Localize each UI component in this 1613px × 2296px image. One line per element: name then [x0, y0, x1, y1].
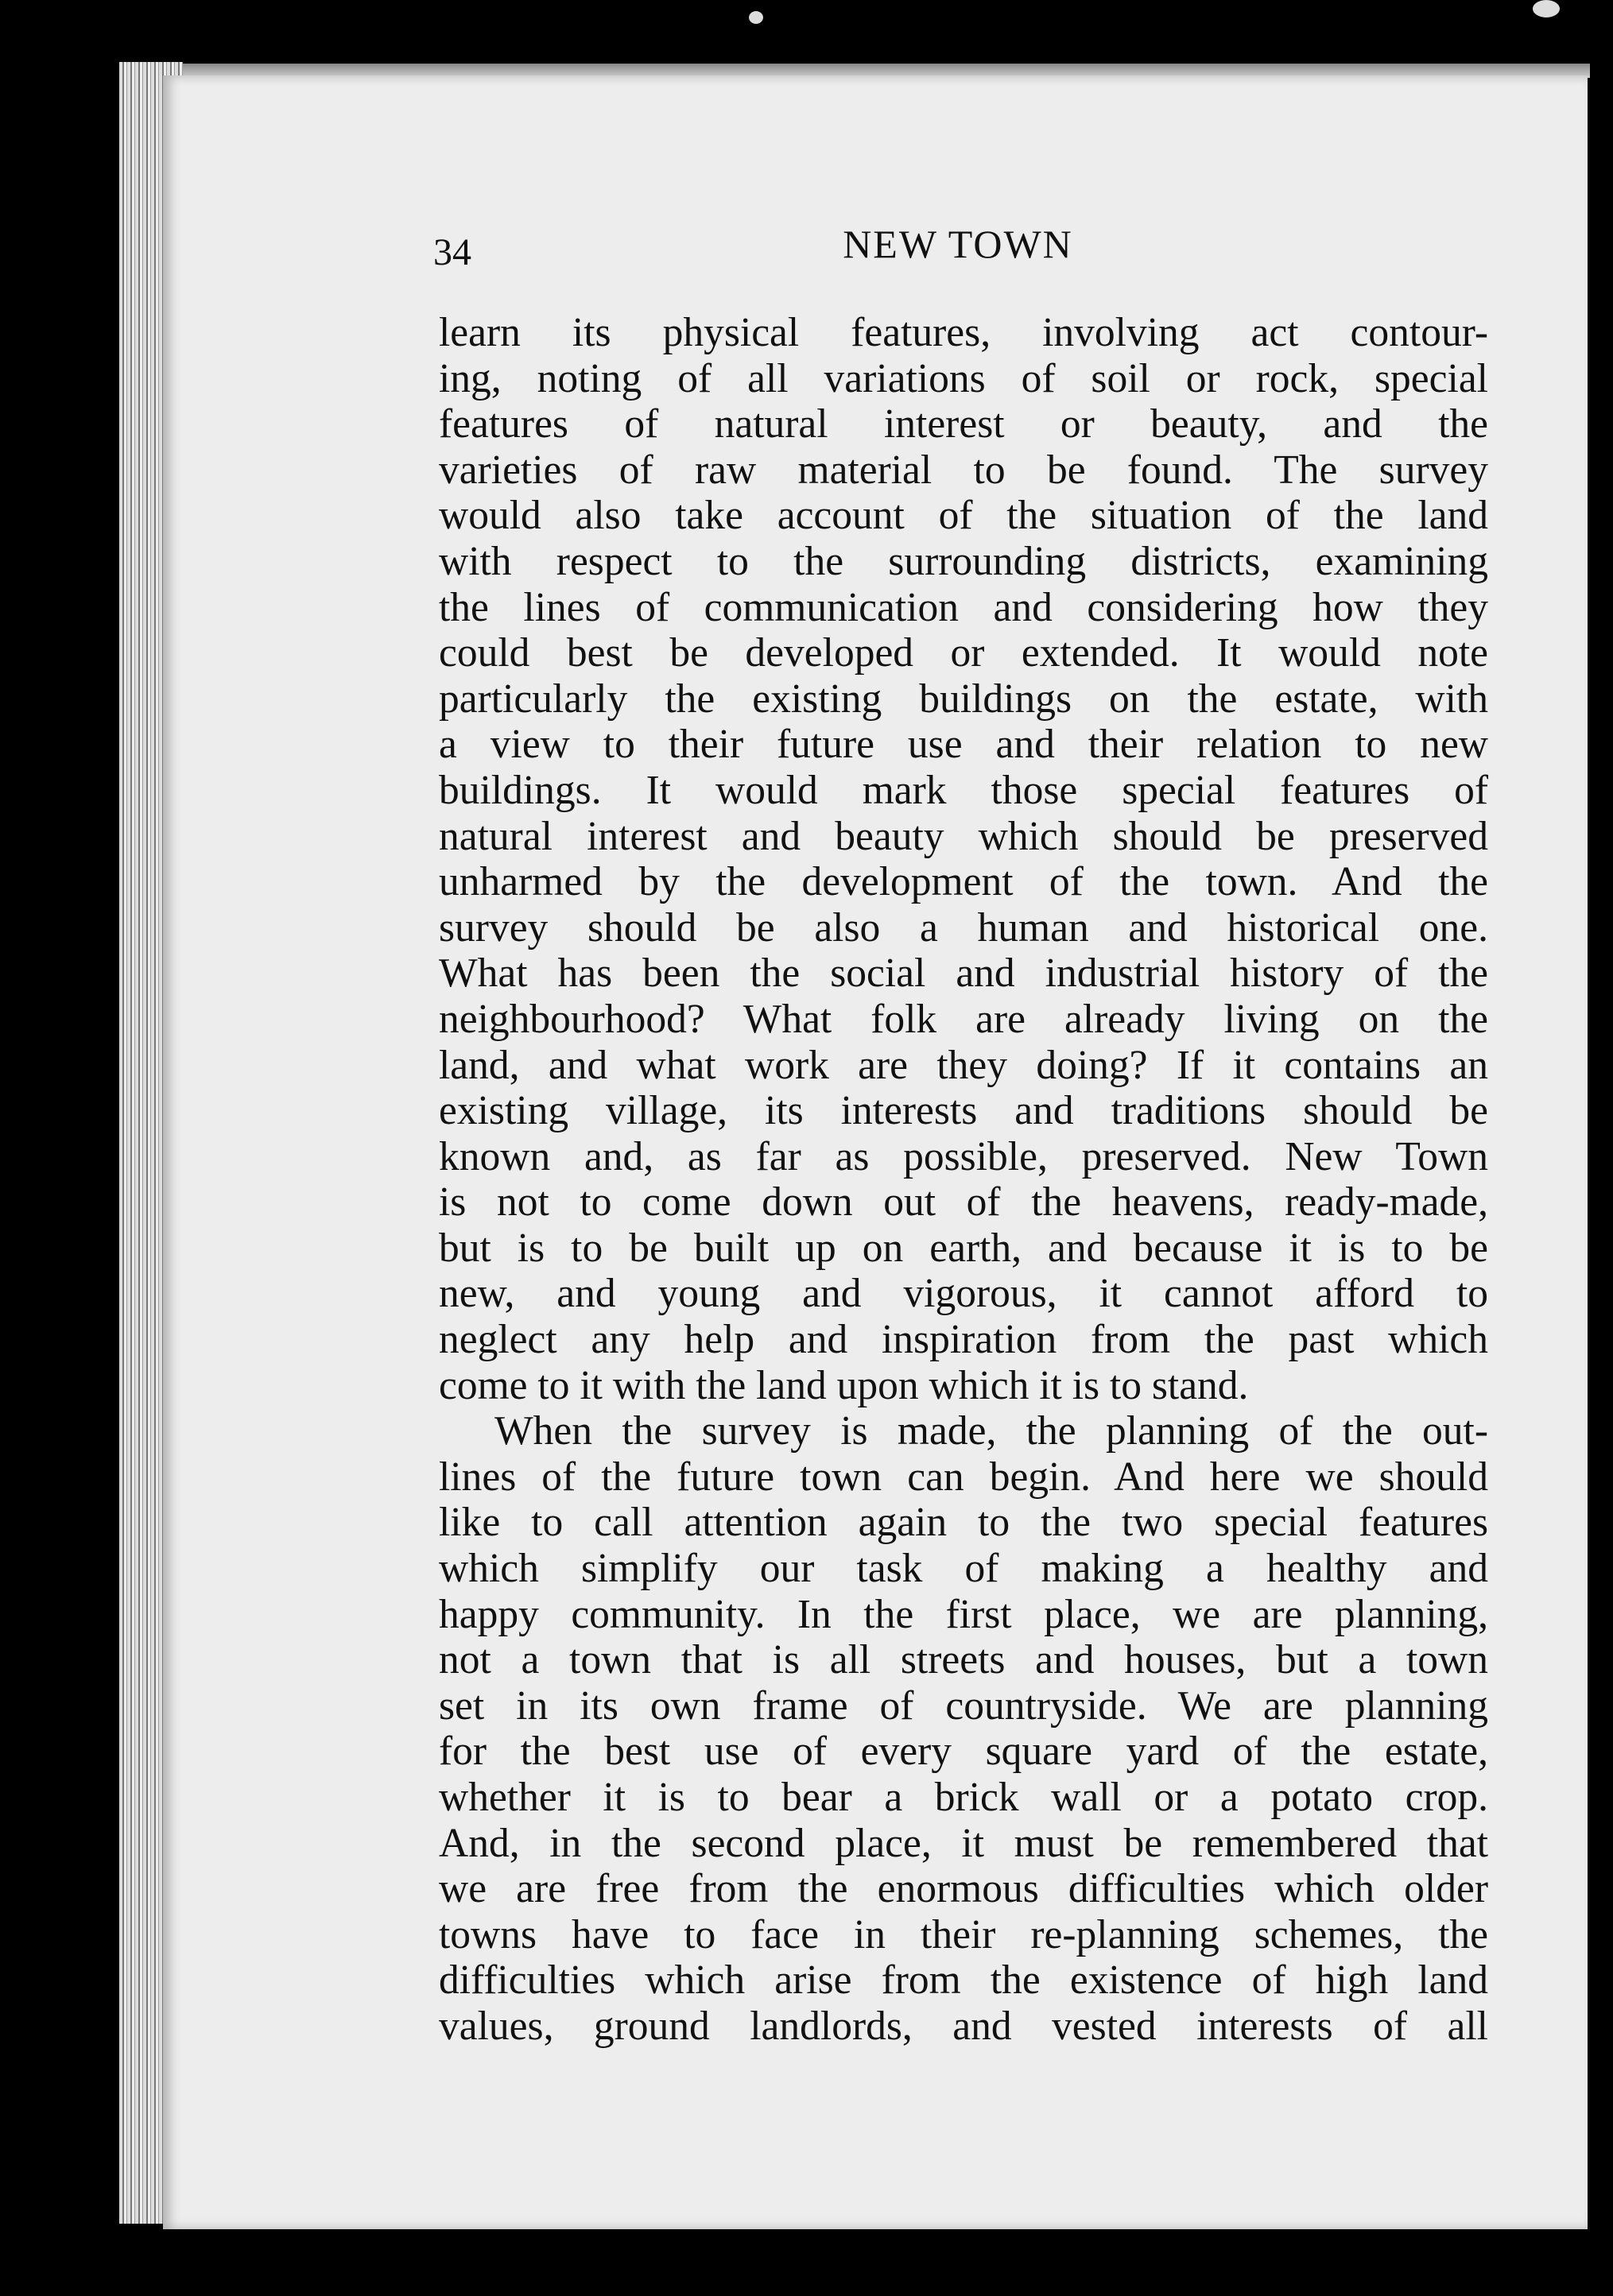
text-line: towns have to face in their re-planning schemes, the	[439, 1911, 1488, 1957]
text-line: with respect to the surrounding districts, examining	[439, 538, 1488, 584]
text-line: unharmed by the development of the town. And the	[439, 859, 1488, 905]
text-line: could best be developed or extended. It would note	[439, 630, 1488, 676]
text-line: When the survey is made, the planning of the out-	[494, 1408, 1488, 1454]
text-line: lines of the future town can begin. And here we should	[439, 1454, 1488, 1500]
text-line: the lines of communication and considering how they	[439, 584, 1488, 630]
text-line: neglect any help and inspiration from the past which	[439, 1317, 1488, 1363]
text-line: for the best use of every square yard of the estate,	[439, 1729, 1488, 1775]
text-line: but is to be built up on earth, and because it is to be	[439, 1225, 1488, 1271]
text-line: we are free from the enormous difficulties which older	[439, 1866, 1488, 1912]
scan-speck	[1533, 0, 1560, 17]
text-line: come to it with the land upon which it is to stand.	[439, 1362, 1249, 1408]
text-line: set in its own frame of countryside. We are planning	[439, 1682, 1488, 1729]
page-header	[433, 213, 1483, 277]
text-line: buildings. It would mark those special features of	[439, 767, 1488, 813]
text-line: whether it is to bear a brick wall or a potato crop.	[439, 1775, 1488, 1820]
text-line: a view to their future use and their relation to new	[439, 722, 1488, 768]
text-line: not a town that is all streets and houses, but a town	[439, 1637, 1488, 1683]
text-line: known and, as far as possible, preserved. New Town	[439, 1133, 1488, 1179]
text-line: features of natural interest or beauty, and the	[439, 401, 1488, 447]
text-line: learn its physical features, involving act contour-	[439, 310, 1488, 355]
text-line: And, in the second place, it must be remembered that	[439, 1820, 1488, 1866]
text-line: like to call attention again to the two special features	[439, 1500, 1488, 1546]
text-line: values, ground landlords, and vested interests of all	[439, 2003, 1488, 2049]
scan-speck	[749, 11, 763, 24]
body-text	[439, 310, 1488, 2050]
text-line: existing village, its interests and traditions should be	[439, 1088, 1488, 1134]
text-line: particularly the existing buildings on the estate, with	[439, 676, 1488, 722]
text-line: survey should be also a human and historical one.	[439, 904, 1488, 951]
text-line: ing, noting of all variations of soil or rock, special	[439, 355, 1488, 401]
text-line: difficulties which arise from the existence of high land	[439, 1957, 1488, 2004]
text-line: new, and young and vigorous, it cannot afford to	[439, 1271, 1488, 1317]
text-line: land, and what work are they doing? If it contains an	[439, 1042, 1488, 1088]
text-line: varieties of raw material to be found. The survey	[439, 447, 1488, 493]
text-line: which simplify our task of making a healthy and	[439, 1546, 1488, 1592]
text-line: would also take account of the situation of the land	[439, 493, 1488, 539]
text-line: neighbourhood? What folk are already living on the	[439, 996, 1488, 1042]
page-number: 34	[433, 231, 471, 273]
text-line: natural interest and beauty which should be preserved	[439, 813, 1488, 859]
text-line: happy community. In the first place, we are planning,	[439, 1591, 1488, 1637]
text-line: What has been the social and industrial history of the	[439, 951, 1488, 997]
text-line: is not to come down out of the heavens, ready-made,	[439, 1179, 1488, 1225]
running-head: NEW TOWN	[843, 222, 1073, 266]
